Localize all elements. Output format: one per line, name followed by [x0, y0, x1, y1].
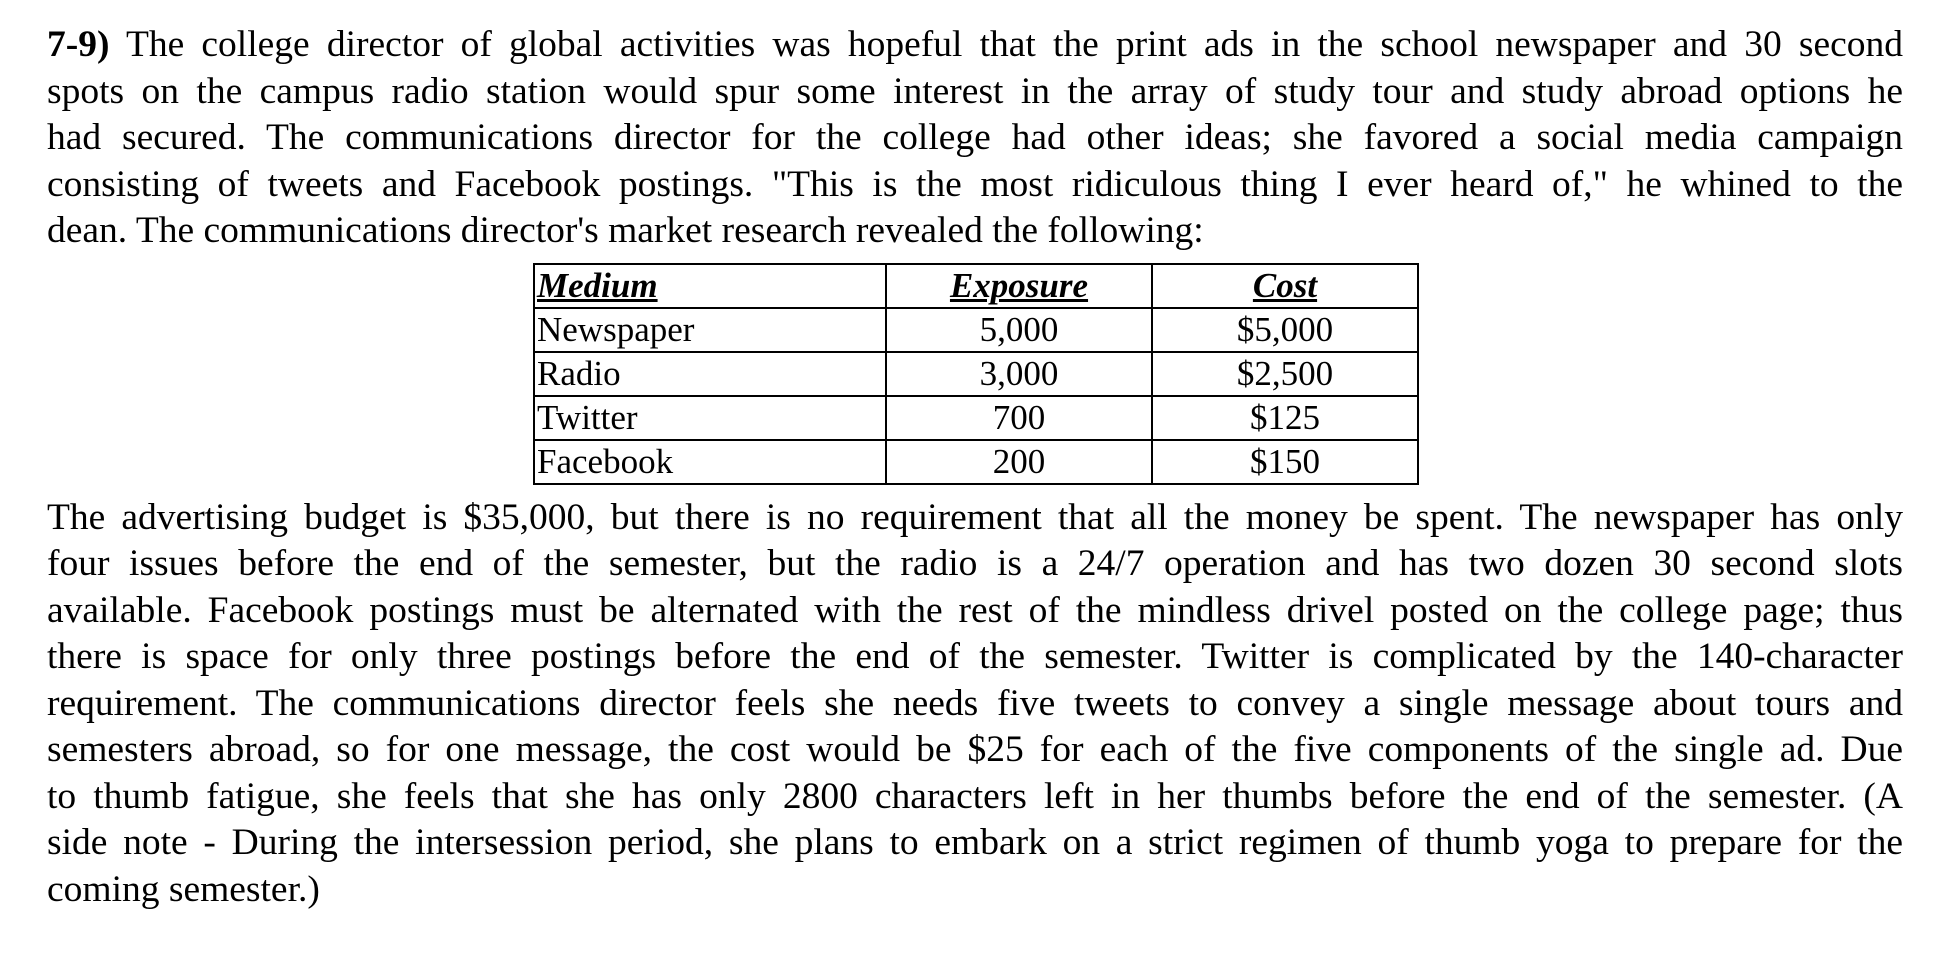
body-line-3: available. Facebook postings must be alternated with the rest of the mindless drivel posted on the college page; thus [47, 589, 1903, 631]
cell-cost: $150 [1152, 440, 1418, 484]
table-row [534, 396, 1418, 440]
table-row [534, 352, 1418, 396]
body-line-5: requirement. The communications director feels she needs five tweets to convey a single message about tours and [47, 682, 1903, 724]
table-row [534, 440, 1418, 484]
body-line-1: The advertising budget is $35,000, but there is no requirement that all the money be spent. The newspaper has only [47, 496, 1903, 538]
intro-line-5: dean. The communications director's market research revealed the following: [47, 210, 1204, 251]
cell-medium: Newspaper [534, 308, 886, 352]
cell-medium: Facebook [534, 440, 886, 484]
intro-line-3: had secured. The communications director for the college had other ideas; she favored a social media campaign [47, 117, 1903, 158]
cell-cost: $5,000 [1152, 308, 1418, 352]
body-line-8: side note - During the intersession period, she plans to embark on a strict regimen of thumb yoga to prepare for the [47, 822, 1903, 863]
body-line-2: four issues before the end of the semester, but the radio is a 24/7 operation and has two dozen 30 second slots [47, 543, 1903, 584]
intro-line-1: 7-9) The college director of global activities was hopeful that the print ads in the school newspaper and 30 second [47, 24, 1903, 65]
market-research-table [533, 263, 1419, 485]
cell-cost: $125 [1152, 396, 1418, 440]
header-exposure: Exposure [886, 264, 1152, 308]
header-cost: Cost [1152, 264, 1418, 308]
body-line-6: semesters abroad, so for one message, the cost would be $25 for each of the five components of the single ad. Due [47, 729, 1903, 770]
problem-intro [47, 22, 1903, 255]
cell-exposure: 3,000 [886, 352, 1152, 396]
cell-medium: Radio [534, 352, 886, 396]
cell-cost: $2,500 [1152, 352, 1418, 396]
body-line-7: to thumb fatigue, she feels that she has only 2800 characters left in her thumbs before the end of the semester. (A [47, 775, 1903, 817]
intro-line-2: spots on the campus radio station would spur some interest in the array of study tour and study abroad options he [47, 70, 1903, 112]
problem-body [47, 495, 1903, 914]
header-medium: Medium [534, 264, 886, 308]
intro-line-4: consisting of tweets and Facebook postings. "This is the most ridiculous thing I ever heard of," he whined to the [47, 163, 1903, 205]
body-line-9: coming semester.) [47, 868, 320, 910]
table-row [534, 308, 1418, 352]
problem-number: 7-9) [47, 24, 110, 65]
cell-exposure: 5,000 [886, 308, 1152, 352]
market-research-table-wrap [47, 263, 1903, 485]
cell-exposure: 700 [886, 396, 1152, 440]
cell-exposure: 200 [886, 440, 1152, 484]
body-line-4: there is space for only three postings before the end of the semester. Twitter is complicated by the 140-character [47, 636, 1903, 677]
table-header-row [534, 264, 1418, 308]
cell-medium: Twitter [534, 396, 886, 440]
